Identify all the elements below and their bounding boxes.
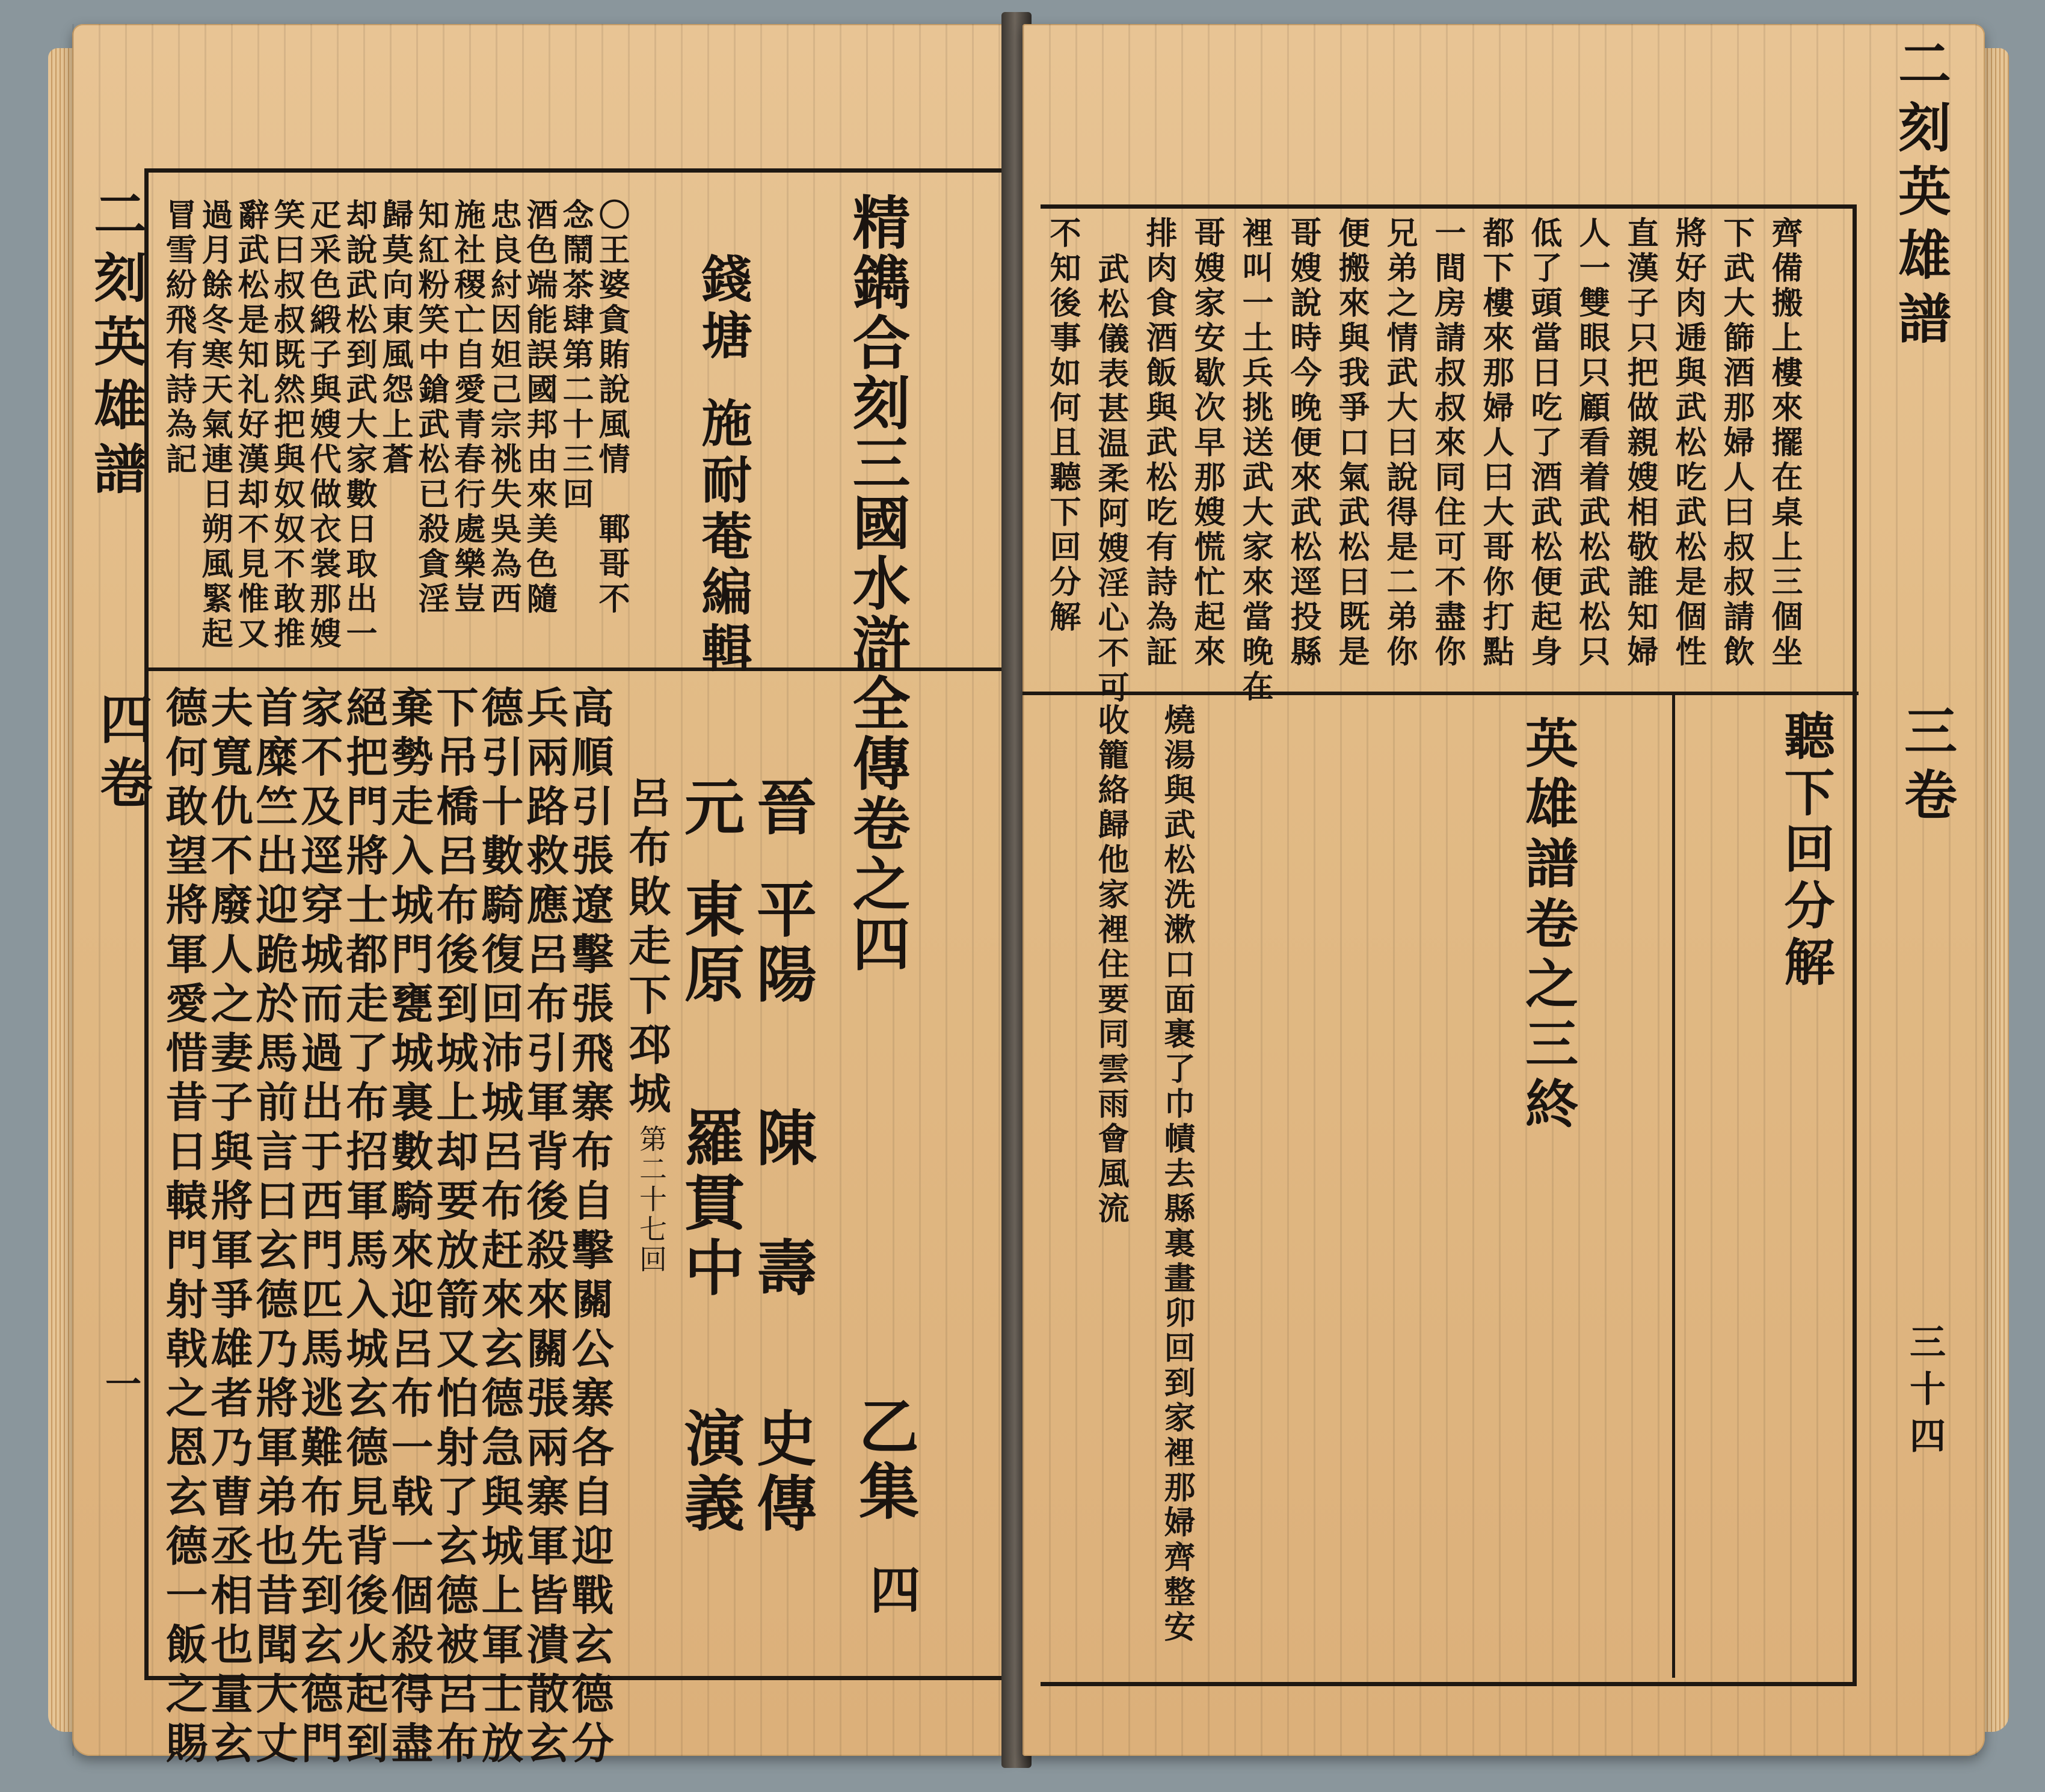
collection-number: 四 bbox=[862, 1563, 921, 1620]
text-column: 排肉食酒飯與武松吃有詩為証 bbox=[1140, 216, 1177, 670]
text-column: 哥嫂家安歇次早那嫂慌忙起來 bbox=[1189, 216, 1225, 670]
chapter-heading: 呂布敗走下邳城 bbox=[622, 776, 672, 1121]
chapter-title-line: 念鬧茶肆第二十三回 bbox=[557, 198, 594, 512]
text-column: 首糜竺出迎跪於馬前言曰玄德乃將軍弟也昔聞大丈 bbox=[249, 686, 299, 1770]
text-column: 知紅粉笑中鎗武松已殺貪淫 bbox=[413, 198, 449, 617]
credit-name: 羅貫中 bbox=[674, 1106, 745, 1301]
text-column: 絕把門將士都走了布招軍馬入城玄德見背後火起到 bbox=[339, 686, 389, 1770]
chapter-title-line: 〇王婆貪賄說風情 鄆哥不 bbox=[593, 198, 630, 617]
text-column: 一間房請叔叔來同住可不盡你 bbox=[1429, 216, 1466, 670]
text-column: 德何敢望將軍愛惜昔日轅門射戟之恩玄德一飯之賜 bbox=[159, 686, 209, 1770]
text-column: 歸莫向東風怨上蒼 bbox=[377, 198, 413, 477]
text-column: 下武大篩酒那婦人曰叔叔請飲 bbox=[1718, 216, 1754, 670]
open-book bbox=[72, 24, 1985, 1768]
text-column: 直漢子只把做親嫂相敬誰知婦 bbox=[1622, 216, 1658, 670]
text-column: 哥嫂說時今晚便來武松逕投縣 bbox=[1285, 216, 1321, 670]
left-margin-volume: 四卷 bbox=[91, 692, 154, 819]
text-column: 燒湯與武松洗漱口面裹了巾幘去縣裏畫卯回到家裡那婦齊整安 bbox=[1158, 704, 1195, 1645]
text-column: 下吊橋呂布後到城上却要放箭又怕射了玄德被呂布 bbox=[429, 686, 479, 1770]
right-margin-title: 二刻英雄譜 bbox=[1890, 36, 1952, 355]
collection-label: 乙集 bbox=[849, 1395, 920, 1525]
text-column: 酒色端能誤國邦由來美色隨 bbox=[521, 198, 558, 617]
right-margin-folio: 三十四 bbox=[1904, 1323, 1946, 1464]
closing-title: 英雄譜卷之三終 bbox=[1517, 716, 1579, 1137]
text-column: 過月餘冬寒天氣連日朔風緊起 bbox=[196, 198, 233, 652]
text-column: 齊備搬上樓來擺在桌上三個坐 bbox=[1766, 216, 1803, 670]
text-column: 武松儀表甚温柔阿嫂淫心不可 bbox=[1092, 253, 1129, 706]
left-margin-folio: 一 bbox=[99, 1365, 141, 1412]
right-column-divider bbox=[1672, 692, 1675, 1678]
credit-place: 平陽 bbox=[746, 878, 817, 1008]
chapter-number: 第二十七回 bbox=[635, 1125, 668, 1275]
text-column: 冒雪紛飛有詩為記 bbox=[160, 198, 197, 477]
text-column: 笑曰叔叔既然把與奴奴不敢推 bbox=[268, 198, 305, 652]
text-column: 却說武松到武大家數日取出一 bbox=[340, 198, 377, 652]
text-column: 辭武松是知礼好漢却不見惟又 bbox=[232, 198, 269, 652]
editor-org: 錢塘 bbox=[693, 253, 753, 366]
credit-role: 史傳 bbox=[746, 1407, 817, 1537]
credit-dynasty: 元 bbox=[674, 776, 745, 841]
credit-name: 陳 壽 bbox=[746, 1106, 817, 1301]
left-margin-title: 二刻英雄譜 bbox=[85, 186, 148, 505]
right-page bbox=[1022, 24, 1985, 1756]
credit-place: 東原 bbox=[674, 878, 745, 1008]
text-column: 將好肉逓與武松吃武松是個性 bbox=[1670, 216, 1706, 670]
text-column: 收籠絡歸他家裡住要同雲雨會風流 bbox=[1092, 704, 1129, 1227]
text-column: 低了頭當日吃了酒武松便起身 bbox=[1525, 216, 1562, 670]
text-column: 便搬來與我爭口氣武松曰既是 bbox=[1333, 216, 1370, 670]
text-column: 兄弟之情武大曰說得是二弟你 bbox=[1381, 216, 1418, 670]
text-column: 施社稷亡自愛青春行處樂豈 bbox=[449, 198, 485, 617]
text-column: 棄勢走入城門甕城裏數騎來迎呂布一戟一個殺得盡 bbox=[384, 686, 434, 1770]
text-column: 夫寬仇不廢人之妻子與將軍爭雄者乃曹丞相也量玄 bbox=[204, 686, 254, 1770]
text-column: 忠良紂因妲己宗祧失吳為西 bbox=[485, 198, 521, 617]
book-title: 精鐫合刻三國水滸全傳卷之四 bbox=[843, 192, 911, 974]
text-column: 人一雙眼只顧看着武松武松只 bbox=[1573, 216, 1610, 670]
text-column: 裡叫一土兵挑送武大家來當晚在 bbox=[1237, 216, 1273, 705]
editor-name: 施耐菴 bbox=[693, 397, 753, 566]
closing-next-chapter: 聽下回分解 bbox=[1776, 710, 1836, 992]
text-column: 家不及逕穿城而過出于西門匹馬逃難布先到玄德門 bbox=[294, 686, 344, 1770]
text-column: 都下樓來那婦人曰大哥你打點 bbox=[1477, 216, 1514, 670]
right-panel-divider bbox=[1022, 692, 1859, 695]
text-column: 兵兩路救應呂布引軍背後殺來關張兩寨軍皆潰散玄 bbox=[520, 686, 570, 1770]
left-page bbox=[72, 24, 1010, 1770]
right-margin-volume: 三卷 bbox=[1896, 704, 1958, 831]
text-column: 不知後事如何且聽下回分解 bbox=[1044, 216, 1081, 635]
editor-role: 編輯 bbox=[693, 565, 753, 678]
text-column: 德引十數騎復回沛城呂布赶來玄德急與城上軍士放 bbox=[475, 686, 524, 1770]
text-column: 疋采色緞子與嫂代做衣裳那嫂 bbox=[304, 198, 341, 652]
text-column: 高順引張遼擊張飛寨布自擊關公寨各自迎戰玄德分 bbox=[565, 686, 615, 1770]
credit-role: 演義 bbox=[674, 1407, 745, 1537]
credit-dynasty: 晉 bbox=[746, 776, 817, 841]
